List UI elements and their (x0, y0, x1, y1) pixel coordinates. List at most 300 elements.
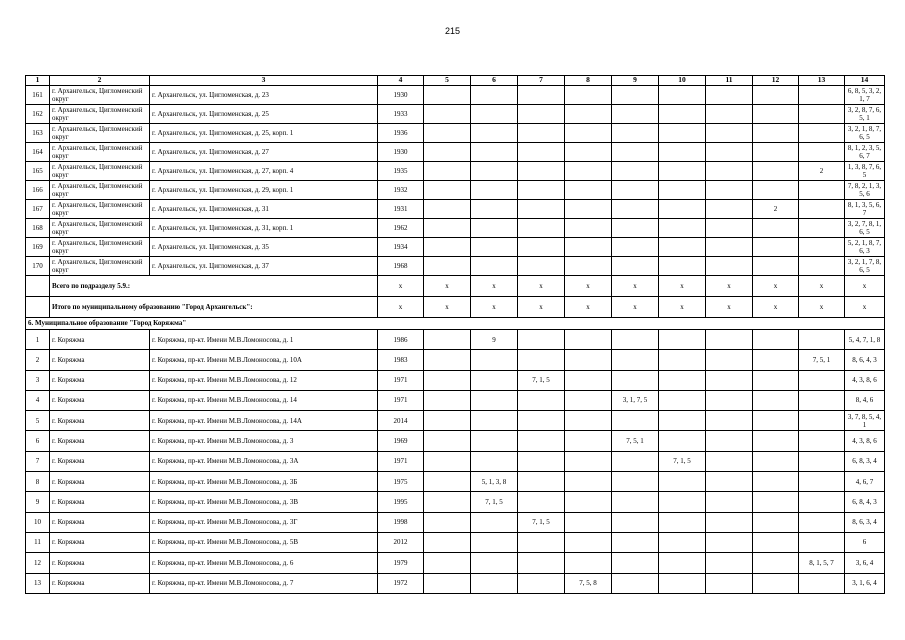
value-cell (565, 472, 612, 492)
value-cell (424, 532, 471, 552)
value-cell (706, 532, 753, 552)
value-cell (706, 553, 753, 573)
municipality-cell: г. Архангельск, Цигломенский округ (50, 162, 150, 181)
value-cell: 7, 8, 2, 1, 3, 5, 6 (845, 181, 885, 200)
row-number-cell: 8 (26, 472, 50, 492)
value-cell (612, 532, 659, 552)
row-number-cell: 3 (26, 370, 50, 390)
municipality-cell: г. Архангельск, Цигломенский округ (50, 105, 150, 124)
value-cell (753, 411, 799, 431)
row-number-cell: 10 (26, 512, 50, 532)
municipality-cell: г. Коряжма (50, 451, 150, 471)
value-cell (424, 330, 471, 350)
value-cell: 2 (799, 162, 845, 181)
value-cell (799, 431, 845, 451)
table-row (26, 370, 885, 390)
column-header: 14 (845, 76, 885, 86)
value-cell (753, 553, 799, 573)
value-cell (471, 162, 518, 181)
column-header: 1 (26, 76, 50, 86)
value-cell (471, 257, 518, 276)
value-cell (424, 411, 471, 431)
column-header: 8 (565, 76, 612, 86)
value-cell (659, 162, 706, 181)
address-cell: г. Коряжма, пр-кт. Имени М.В.Ломоносова, д. 7 (150, 573, 378, 593)
address-cell: г. Архангельск, ул. Цигломенская, д. 27 (150, 143, 378, 162)
value-cell: 4, 6, 7 (845, 472, 885, 492)
value-cell (565, 350, 612, 370)
value-cell: 7, 5, 8 (565, 573, 612, 593)
value-cell (518, 451, 565, 471)
value-cell (424, 219, 471, 238)
value-cell (659, 411, 706, 431)
table-row (26, 200, 885, 219)
table-row (26, 512, 885, 532)
value-cell (706, 411, 753, 431)
value-cell: 3, 7, 8, 5, 4, 1 (845, 411, 885, 431)
value-cell (471, 181, 518, 200)
value-cell (471, 573, 518, 593)
municipality-cell: г. Коряжма (50, 370, 150, 390)
value-cell (753, 350, 799, 370)
table-row (26, 472, 885, 492)
value-cell (799, 105, 845, 124)
totals-value: x (706, 297, 753, 318)
value-cell (659, 238, 706, 257)
value-cell: 3, 1, 6, 4 (845, 573, 885, 593)
value-cell (518, 219, 565, 238)
value-cell (612, 411, 659, 431)
value-cell: 2 (753, 200, 799, 219)
value-cell (471, 86, 518, 105)
value-cell (612, 330, 659, 350)
value-cell (565, 181, 612, 200)
value-cell (753, 238, 799, 257)
value-cell: 8, 6, 3, 4 (845, 512, 885, 532)
totals-value: x (378, 276, 424, 297)
totals-value: x (799, 276, 845, 297)
value-cell (753, 512, 799, 532)
value-cell (706, 105, 753, 124)
totals-row (26, 297, 885, 318)
value-cell (706, 200, 753, 219)
row-number-cell: 166 (26, 181, 50, 200)
value-cell: 3, 2, 8, 7, 6, 5, 1 (845, 105, 885, 124)
value-cell (565, 86, 612, 105)
value-cell (659, 532, 706, 552)
value-cell (612, 512, 659, 532)
row-number-cell: 9 (26, 492, 50, 512)
row-number-cell: 169 (26, 238, 50, 257)
value-cell (612, 105, 659, 124)
page-number: 215 (444, 26, 461, 36)
value-cell: 8, 1, 5, 7 (799, 553, 845, 573)
value-cell (659, 350, 706, 370)
table-body (26, 76, 885, 594)
table-row (26, 431, 885, 451)
value-cell (424, 472, 471, 492)
value-cell: 4, 3, 8, 6 (845, 370, 885, 390)
year-cell: 1969 (378, 431, 424, 451)
row-number-cell: 11 (26, 532, 50, 552)
value-cell (424, 238, 471, 257)
table-row (26, 238, 885, 257)
value-cell: 6 (845, 532, 885, 552)
value-cell (799, 257, 845, 276)
value-cell (518, 390, 565, 410)
value-cell (706, 219, 753, 238)
year-cell: 2012 (378, 532, 424, 552)
value-cell (612, 370, 659, 390)
value-cell (753, 390, 799, 410)
year-cell: 1986 (378, 330, 424, 350)
value-cell (753, 124, 799, 143)
value-cell (565, 390, 612, 410)
municipality-cell: г. Коряжма (50, 350, 150, 370)
address-cell: г. Архангельск, ул. Цигломенская, д. 25, корп. 1 (150, 124, 378, 143)
year-cell: 1933 (378, 105, 424, 124)
year-cell: 1971 (378, 390, 424, 410)
totals-value: x (424, 276, 471, 297)
table-row (26, 573, 885, 593)
municipality-cell: г. Архангельск, Цигломенский округ (50, 181, 150, 200)
value-cell: 8, 4, 6 (845, 390, 885, 410)
value-cell (518, 124, 565, 143)
year-cell: 1979 (378, 553, 424, 573)
value-cell (424, 431, 471, 451)
row-number-cell: 167 (26, 200, 50, 219)
value-cell (659, 330, 706, 350)
value-cell (706, 124, 753, 143)
section-title: 6. Муниципальное образование "Город Коряжма" (26, 318, 885, 330)
totals-value: x (659, 297, 706, 318)
value-cell (753, 86, 799, 105)
totals-label: Всего по подразделу 5.9.: (50, 276, 378, 297)
totals-label: Итого по муниципальному образованию "Город Архангельск": (50, 297, 378, 318)
value-cell (565, 411, 612, 431)
year-cell: 1983 (378, 350, 424, 370)
value-cell (565, 200, 612, 219)
value-cell (659, 492, 706, 512)
totals-value: x (799, 297, 845, 318)
value-cell (706, 451, 753, 471)
value-cell: 1, 3, 8, 7, 6, 5 (845, 162, 885, 181)
value-cell (518, 573, 565, 593)
value-cell (565, 257, 612, 276)
table-row (26, 451, 885, 471)
address-cell: г. Коряжма, пр-кт. Имени М.В.Ломоносова, д. 3В (150, 492, 378, 512)
column-header: 12 (753, 76, 799, 86)
municipality-cell: г. Архангельск, Цигломенский округ (50, 200, 150, 219)
value-cell (471, 451, 518, 471)
value-cell (799, 370, 845, 390)
year-cell: 1971 (378, 370, 424, 390)
value-cell (706, 86, 753, 105)
row-number-cell: 162 (26, 105, 50, 124)
year-cell: 1931 (378, 200, 424, 219)
value-cell (659, 200, 706, 219)
value-cell (565, 330, 612, 350)
value-cell (471, 238, 518, 257)
column-header: 7 (518, 76, 565, 86)
year-cell: 1971 (378, 451, 424, 471)
value-cell (565, 492, 612, 512)
value-cell (471, 390, 518, 410)
value-cell (565, 143, 612, 162)
value-cell (659, 431, 706, 451)
section-row (26, 318, 885, 330)
value-cell: 3, 2, 1, 7, 8, 6, 5 (845, 257, 885, 276)
value-cell: 6, 8, 3, 4 (845, 451, 885, 471)
value-cell: 3, 2, 7, 8, 1, 6, 5 (845, 219, 885, 238)
value-cell (565, 370, 612, 390)
table-row (26, 492, 885, 512)
value-cell (471, 105, 518, 124)
value-cell (753, 143, 799, 162)
value-cell (518, 143, 565, 162)
value-cell: 5, 4, 7, 1, 8 (845, 330, 885, 350)
value-cell (612, 451, 659, 471)
table-row (26, 390, 885, 410)
value-cell (424, 200, 471, 219)
value-cell (706, 512, 753, 532)
municipality-cell: г. Коряжма (50, 431, 150, 451)
value-cell (706, 472, 753, 492)
value-cell (565, 219, 612, 238)
year-cell: 1934 (378, 238, 424, 257)
empty-cell (26, 276, 50, 297)
row-number-cell: 7 (26, 451, 50, 471)
value-cell: 3, 1, 7, 5 (612, 390, 659, 410)
value-cell (753, 181, 799, 200)
value-cell (518, 330, 565, 350)
municipality-cell: г. Коряжма (50, 492, 150, 512)
year-cell: 1975 (378, 472, 424, 492)
row-number-cell: 168 (26, 219, 50, 238)
value-cell (612, 200, 659, 219)
value-cell (612, 350, 659, 370)
value-cell (424, 370, 471, 390)
table-row (26, 257, 885, 276)
value-cell: 7, 5, 1 (612, 431, 659, 451)
value-cell (612, 162, 659, 181)
table-row (26, 411, 885, 431)
value-cell (612, 492, 659, 512)
value-cell: 6, 8, 5, 3, 2, 1, 7 (845, 86, 885, 105)
value-cell (799, 330, 845, 350)
table-row (26, 553, 885, 573)
municipality-cell: г. Архангельск, Цигломенский округ (50, 143, 150, 162)
table-row (26, 105, 885, 124)
value-cell (659, 370, 706, 390)
value-cell (565, 124, 612, 143)
value-cell (799, 390, 845, 410)
value-cell (799, 492, 845, 512)
address-cell: г. Архангельск, ул. Цигломенская, д. 35 (150, 238, 378, 257)
value-cell (753, 451, 799, 471)
column-header: 5 (424, 76, 471, 86)
value-cell (471, 532, 518, 552)
value-cell: 7, 1, 5 (659, 451, 706, 471)
value-cell (424, 143, 471, 162)
year-cell: 2014 (378, 411, 424, 431)
year-cell: 1930 (378, 86, 424, 105)
value-cell: 7, 1, 5 (518, 370, 565, 390)
header-row (26, 76, 885, 86)
year-cell: 1998 (378, 512, 424, 532)
year-cell: 1972 (378, 573, 424, 593)
value-cell (518, 431, 565, 451)
municipality-cell: г. Коряжма (50, 532, 150, 552)
schedule-table (25, 75, 885, 594)
value-cell (612, 573, 659, 593)
value-cell (565, 451, 612, 471)
value-cell (424, 512, 471, 532)
value-cell (424, 390, 471, 410)
table-row (26, 86, 885, 105)
value-cell (753, 532, 799, 552)
table-row (26, 532, 885, 552)
value-cell (518, 350, 565, 370)
address-cell: г. Коряжма, пр-кт. Имени М.В.Ломоносова, д. 3 (150, 431, 378, 451)
table-row (26, 124, 885, 143)
value-cell: 5, 1, 3, 8 (471, 472, 518, 492)
value-cell (565, 238, 612, 257)
row-number-cell: 165 (26, 162, 50, 181)
value-cell (471, 143, 518, 162)
value-cell (424, 492, 471, 512)
value-cell (612, 472, 659, 492)
value-cell (706, 257, 753, 276)
value-cell (565, 431, 612, 451)
value-cell (518, 200, 565, 219)
value-cell (424, 451, 471, 471)
value-cell: 8, 6, 4, 3 (845, 350, 885, 370)
value-cell: 9 (471, 330, 518, 350)
value-cell: 3, 2, 1, 8, 7, 6, 5 (845, 124, 885, 143)
value-cell (799, 238, 845, 257)
totals-value: x (518, 297, 565, 318)
totals-value: x (706, 276, 753, 297)
year-cell: 1962 (378, 219, 424, 238)
value-cell (565, 512, 612, 532)
table-row (26, 219, 885, 238)
address-cell: г. Коряжма, пр-кт. Имени М.В.Ломоносова, д. 6 (150, 553, 378, 573)
column-header: 10 (659, 76, 706, 86)
year-cell: 1968 (378, 257, 424, 276)
address-cell: г. Коряжма, пр-кт. Имени М.В.Ломоносова, д. 12 (150, 370, 378, 390)
value-cell (753, 330, 799, 350)
address-cell: г. Архангельск, ул. Цигломенская, д. 31 (150, 200, 378, 219)
row-number-cell: 170 (26, 257, 50, 276)
column-header: 2 (50, 76, 150, 86)
totals-value: x (612, 276, 659, 297)
value-cell (753, 431, 799, 451)
value-cell (706, 390, 753, 410)
value-cell (706, 238, 753, 257)
value-cell (518, 472, 565, 492)
value-cell (471, 431, 518, 451)
totals-value: x (378, 297, 424, 318)
empty-cell (26, 297, 50, 318)
totals-value: x (424, 297, 471, 318)
value-cell (753, 370, 799, 390)
row-number-cell: 12 (26, 553, 50, 573)
value-cell (753, 492, 799, 512)
value-cell (799, 472, 845, 492)
column-header: 6 (471, 76, 518, 86)
totals-value: x (612, 297, 659, 318)
value-cell (799, 573, 845, 593)
totals-value: x (845, 276, 885, 297)
value-cell (799, 124, 845, 143)
value-cell (706, 181, 753, 200)
address-cell: г. Коряжма, пр-кт. Имени М.В.Ломоносова, д. 1 (150, 330, 378, 350)
value-cell (659, 257, 706, 276)
value-cell (659, 553, 706, 573)
value-cell (799, 143, 845, 162)
value-cell (659, 390, 706, 410)
row-number-cell: 13 (26, 573, 50, 593)
table-row (26, 330, 885, 350)
municipality-cell: г. Коряжма (50, 573, 150, 593)
value-cell: 8, 1, 2, 3, 5, 6, 7 (845, 143, 885, 162)
year-cell: 1930 (378, 143, 424, 162)
value-cell (565, 532, 612, 552)
municipality-cell: г. Архангельск, Цигломенский округ (50, 257, 150, 276)
column-header: 13 (799, 76, 845, 86)
value-cell (706, 350, 753, 370)
value-cell (424, 162, 471, 181)
value-cell (471, 200, 518, 219)
totals-value: x (565, 297, 612, 318)
value-cell: 6, 8, 4, 3 (845, 492, 885, 512)
value-cell (753, 472, 799, 492)
value-cell (424, 573, 471, 593)
value-cell (565, 553, 612, 573)
row-number-cell: 163 (26, 124, 50, 143)
row-number-cell: 6 (26, 431, 50, 451)
municipality-cell: г. Архангельск, Цигломенский округ (50, 238, 150, 257)
municipality-cell: г. Архангельск, Цигломенский округ (50, 219, 150, 238)
address-cell: г. Архангельск, ул. Цигломенская, д. 27, корп. 4 (150, 162, 378, 181)
year-cell: 1936 (378, 124, 424, 143)
value-cell: 7, 5, 1 (799, 350, 845, 370)
value-cell: 4, 3, 8, 6 (845, 431, 885, 451)
totals-value: x (659, 276, 706, 297)
value-cell (612, 181, 659, 200)
value-cell (659, 143, 706, 162)
value-cell (799, 219, 845, 238)
year-cell: 1932 (378, 181, 424, 200)
address-cell: г. Коряжма, пр-кт. Имени М.В.Ломоносова, д. 5В (150, 532, 378, 552)
municipality-cell: г. Коряжма (50, 411, 150, 431)
table-row (26, 181, 885, 200)
value-cell (659, 219, 706, 238)
value-cell (659, 105, 706, 124)
value-cell (518, 411, 565, 431)
value-cell (518, 553, 565, 573)
value-cell (471, 553, 518, 573)
value-cell (706, 370, 753, 390)
value-cell (799, 451, 845, 471)
value-cell (565, 162, 612, 181)
value-cell: 5, 2, 1, 8, 7, 6, 3 (845, 238, 885, 257)
value-cell (612, 219, 659, 238)
value-cell (424, 350, 471, 370)
totals-value: x (845, 297, 885, 318)
totals-row (26, 276, 885, 297)
